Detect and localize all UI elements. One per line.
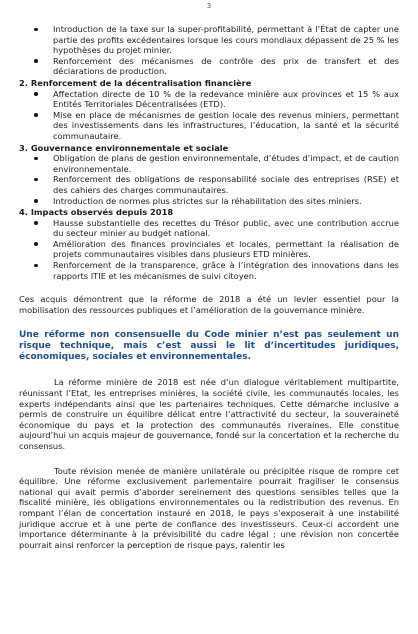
page-number: 3: [206, 2, 212, 10]
section-heading: 2. Renforcement de la décentralisation financière: [19, 77, 252, 88]
bullet-item: Renforcement des mécanismes de contrôle des prix de transfert et des déclarations de production.: [19, 56, 399, 77]
intro-bullet-list: [19, 24, 399, 77]
section-bullet-list: [19, 153, 399, 206]
bullet-item: Introduction de normes plus strictes sur la réhabilitation des sites miniers.: [19, 196, 399, 207]
bullet-item: Mise en place de mécanismes de gestion locale des revenus miniers, permettant des investissements dans les infrastructures, l’éducation, la santé et la sécurité communautaire.: [19, 110, 399, 142]
section-heading: 3. Gouvernance environnementale et sociale: [19, 142, 229, 153]
bullet-item: Obligation de plans de gestion environnementale, d’études d’impact, et de caution environnementale.: [19, 153, 399, 174]
bullet-item: Introduction de la taxe sur la super-profitabilité, permettant à l’État de capter une partie des profits excédentaires lorsque les cours mondiaux dépassent de 25 % les hypothèses du projet minier.: [19, 24, 399, 56]
section-bullet-list: [19, 218, 399, 282]
body-paragraph: Toute révision menée de manière unilatérale ou précipitée risque de rompre cet équilibre. Une réforme exclusivement parlementaire pourrait fragiliser le consensus national qui avait permis d’aborder sereinement des questions sensibles telles que la fiscalité minière, les obligations environnementales ou la redistribution des revenus. En rompant l’élan de concertation instauré en 2018, le pays s’exposerait à une instabilité juridique accrue et à une perte de confiance des investisseurs. Ceux-ci accordent une importance déterminante à la prévisibilité du cadre légal ; une révision non concertée pourrait ainsi renforcer la perception de risque pays, ralentir les: [19, 465, 399, 550]
bullet-item: Renforcement des obligations de responsabilité sociale des entreprises (RSE) et des cahiers des charges communautaires.: [19, 174, 399, 195]
highlight-heading: Une réforme non consensuelle du Code minier n’est pas seulement un risque technique, mais c’est aussi le lit d’incertitudes juridiques, économiques, sociales et environnementales.: [19, 330, 399, 363]
page-content: [19, 24, 399, 550]
section-bullet-list: [19, 89, 399, 142]
bullet-item: Hausse substantielle des recettes du Trésor public, avec une contribution accrue du secteur minier au budget national.: [19, 218, 399, 239]
section-heading: 4. Impacts observés depuis 2018: [19, 207, 174, 218]
bullet-item: Renforcement de la transparence, grâce à l’intégration des innovations dans les rapports ITIE et les mécanismes de suivi citoyen.: [19, 260, 399, 281]
conclusion-paragraph: Ces acquis démontrent que la réforme de 2018 a été un levier essentiel pour la mobilisation des ressources publiques et l’amélioration de la gouvernance minière.: [19, 294, 399, 315]
bullet-item: Amélioration des finances provinciales et locales, permettant la réalisation de projets communautaires visibles dans plusieurs ETD minières.: [19, 239, 399, 260]
bullet-item: Affectation directe de 10 % de la redevance minière aux provinces et 15 % aux Entités Territoriales Décentralisées (ETD).: [19, 89, 399, 110]
body-paragraph: La réforme minière de 2018 est née d’un dialogue véritablement multipartite, réunissant l’Etat, les entreprises minières, la société civile, les communautés locales, les experts indépendants ainsi que les partenaires techniques. Cette démarche inclusive a permis de construire un équilibre délicat entre l’attractivité du secteur, la souveraineté économique du pays et la protection des communautés riveraines. Elle constitue aujourd’hui un acquis majeur de gouvernance, fondé sur la concertation et la recherche du consensus.: [19, 377, 399, 451]
